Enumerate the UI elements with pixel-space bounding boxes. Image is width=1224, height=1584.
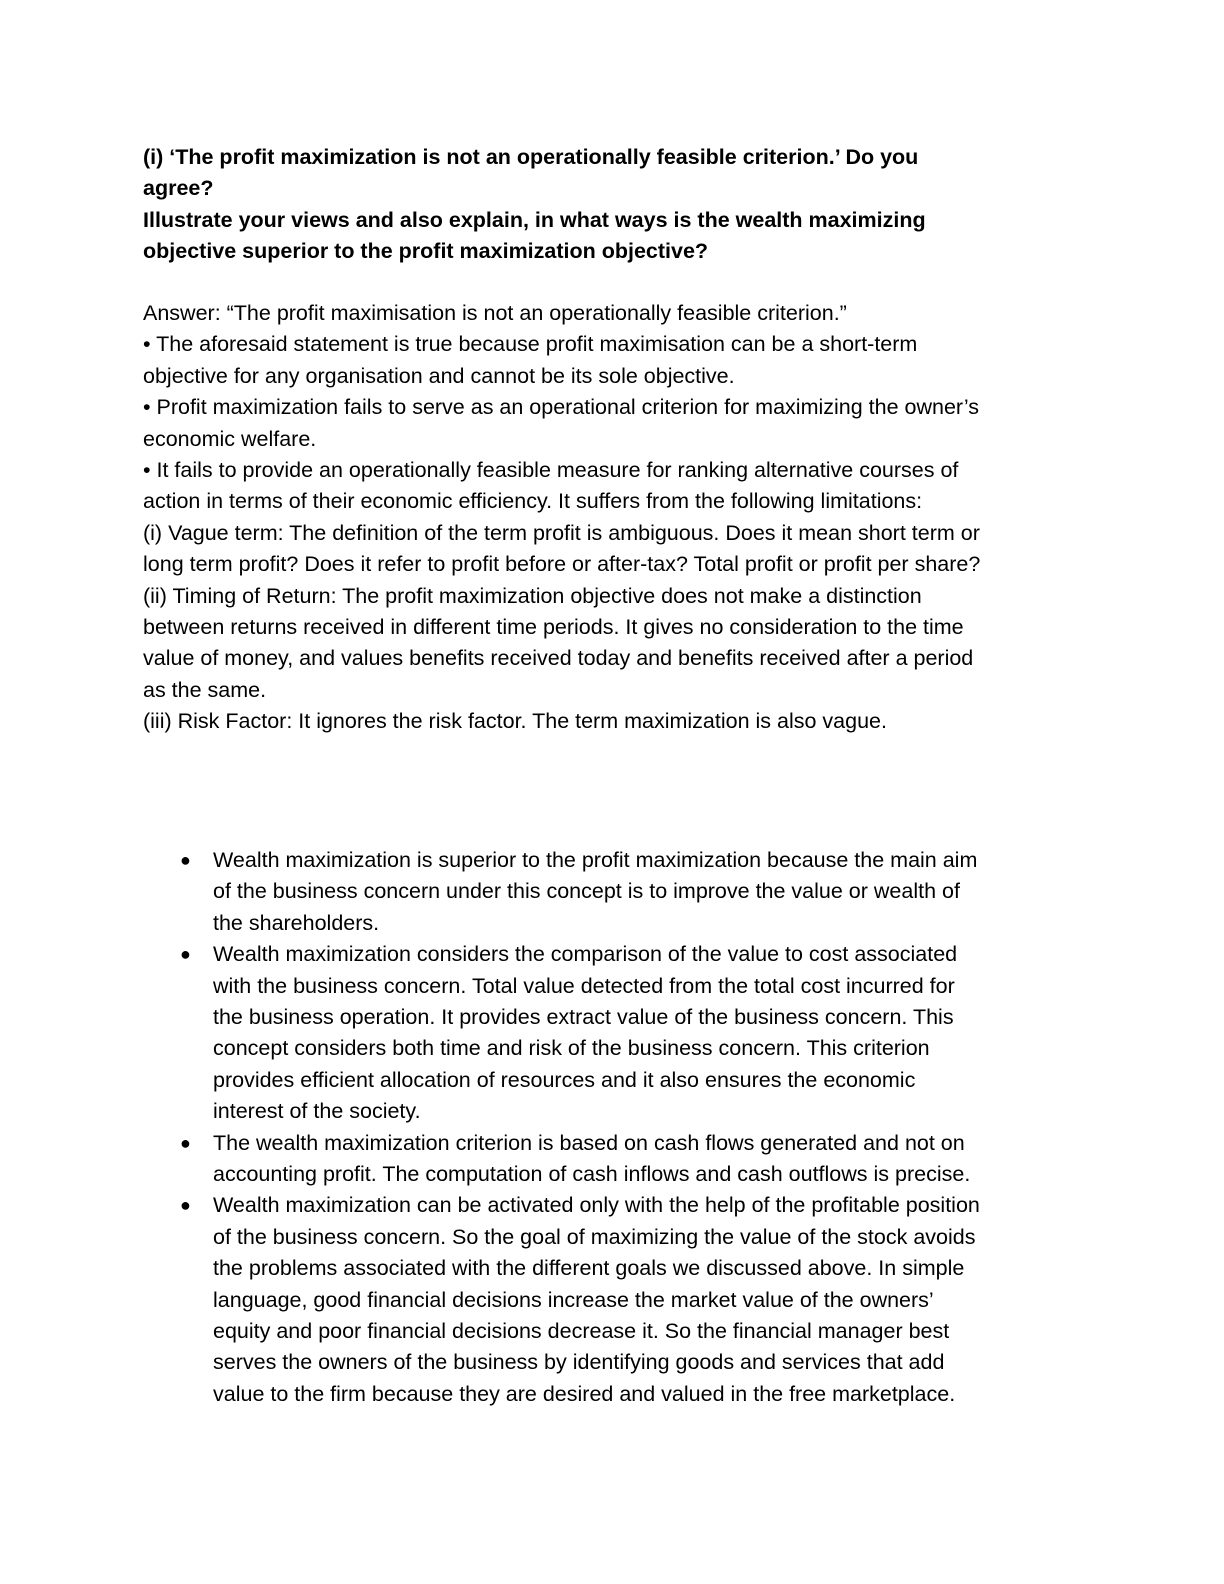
answer-line: value of money, and values benefits received today and benefits received after a period bbox=[143, 646, 974, 671]
answer-line: (iii) Risk Factor: It ignores the risk factor. The term maximization is also vague. bbox=[143, 709, 887, 734]
list-item-line: of the business concern under this concept is to improve the value or wealth of bbox=[213, 879, 960, 904]
list-item-line: with the business concern. Total value detected from the total cost incurred for bbox=[213, 973, 955, 998]
answer-line: long term profit? Does it refer to profit before or after-tax? Total profit or profit per share? bbox=[143, 552, 981, 577]
answer-line: action in terms of their economic efficiency. It suffers from the following limitations: bbox=[143, 489, 923, 514]
answer-line: • It fails to provide an operationally feasible measure for ranking alternative courses of bbox=[143, 458, 959, 482]
answer-line: • The aforesaid statement is true because profit maximisation can be a short-term bbox=[143, 332, 918, 357]
list-item-line: Wealth maximization considers the comparison of the value to cost associated bbox=[213, 942, 958, 967]
answer-line: objective for any organisation and cannot be its sole objective. bbox=[143, 363, 735, 388]
list-item-line: equity and poor financial decisions decrease it. So the financial manager best bbox=[213, 1319, 950, 1343]
list-item-line: provides efficient allocation of resources and it also ensures the economic bbox=[213, 1067, 916, 1092]
list-item-line: value to the firm because they are desired and valued in the free marketplace. bbox=[213, 1381, 956, 1406]
question-line: agree? bbox=[143, 176, 214, 201]
list-item-line: Wealth maximization is superior to the profit maximization because the main aim bbox=[213, 848, 978, 872]
question-line: objective superior to the profit maximization objective? bbox=[143, 239, 709, 264]
list-item-line: concept considers both time and risk of the business concern. This criterion bbox=[213, 1036, 930, 1061]
answer-line: • Profit maximization fails to serve as an operational criterion for maximizing the owner’s bbox=[143, 395, 980, 420]
answer-line: (ii) Timing of Return: The profit maximization objective does not make a distinction bbox=[143, 583, 922, 608]
bullet-icon: ● bbox=[180, 850, 191, 870]
list-item-line: the shareholders. bbox=[213, 910, 380, 935]
answer-line: (i) Vague term: The definition of the term profit is ambiguous. Does it mean short term or bbox=[143, 520, 980, 545]
bullet-icon: ● bbox=[180, 944, 191, 965]
list-item-line: serves the owners of the business by identifying goods and services that add bbox=[213, 1350, 945, 1375]
list-item-line: The wealth maximization criterion is based on cash flows generated and not on bbox=[213, 1130, 965, 1155]
question-line: Illustrate your views and also explain, in what ways is the wealth maximizing bbox=[143, 207, 926, 232]
answer-line: Answer: “The profit maximisation is not an operationally feasible criterion.” bbox=[143, 301, 847, 325]
list-item-line: of the business concern. So the goal of maximizing the value of the stock avoids bbox=[213, 1224, 976, 1249]
list-item-line: the problems associated with the different goals we discussed above. In simple bbox=[213, 1256, 965, 1281]
list-item-line: Wealth maximization can be activated only with the help of the profitable position bbox=[213, 1193, 980, 1218]
list-item-line: interest of the society. bbox=[213, 1099, 421, 1124]
answer-line: as the same. bbox=[143, 677, 267, 702]
list-item-line: language, good financial decisions increase the market value of the owners’ bbox=[213, 1287, 934, 1312]
list-item-line: the business operation. It provides extract value of the business concern. This bbox=[213, 1005, 954, 1029]
answer-line: between returns received in different time periods. It gives no consideration to the time bbox=[143, 615, 964, 639]
bullet-icon: ● bbox=[180, 1132, 191, 1153]
question-line: (i) ‘The profit maximization is not an operationally feasible criterion.’ Do you bbox=[143, 145, 919, 169]
list-item-line: accounting profit. The computation of cash inflows and cash outflows is precise. bbox=[213, 1162, 971, 1186]
bullet-icon: ● bbox=[180, 1195, 191, 1216]
answer-line: economic welfare. bbox=[143, 426, 317, 451]
